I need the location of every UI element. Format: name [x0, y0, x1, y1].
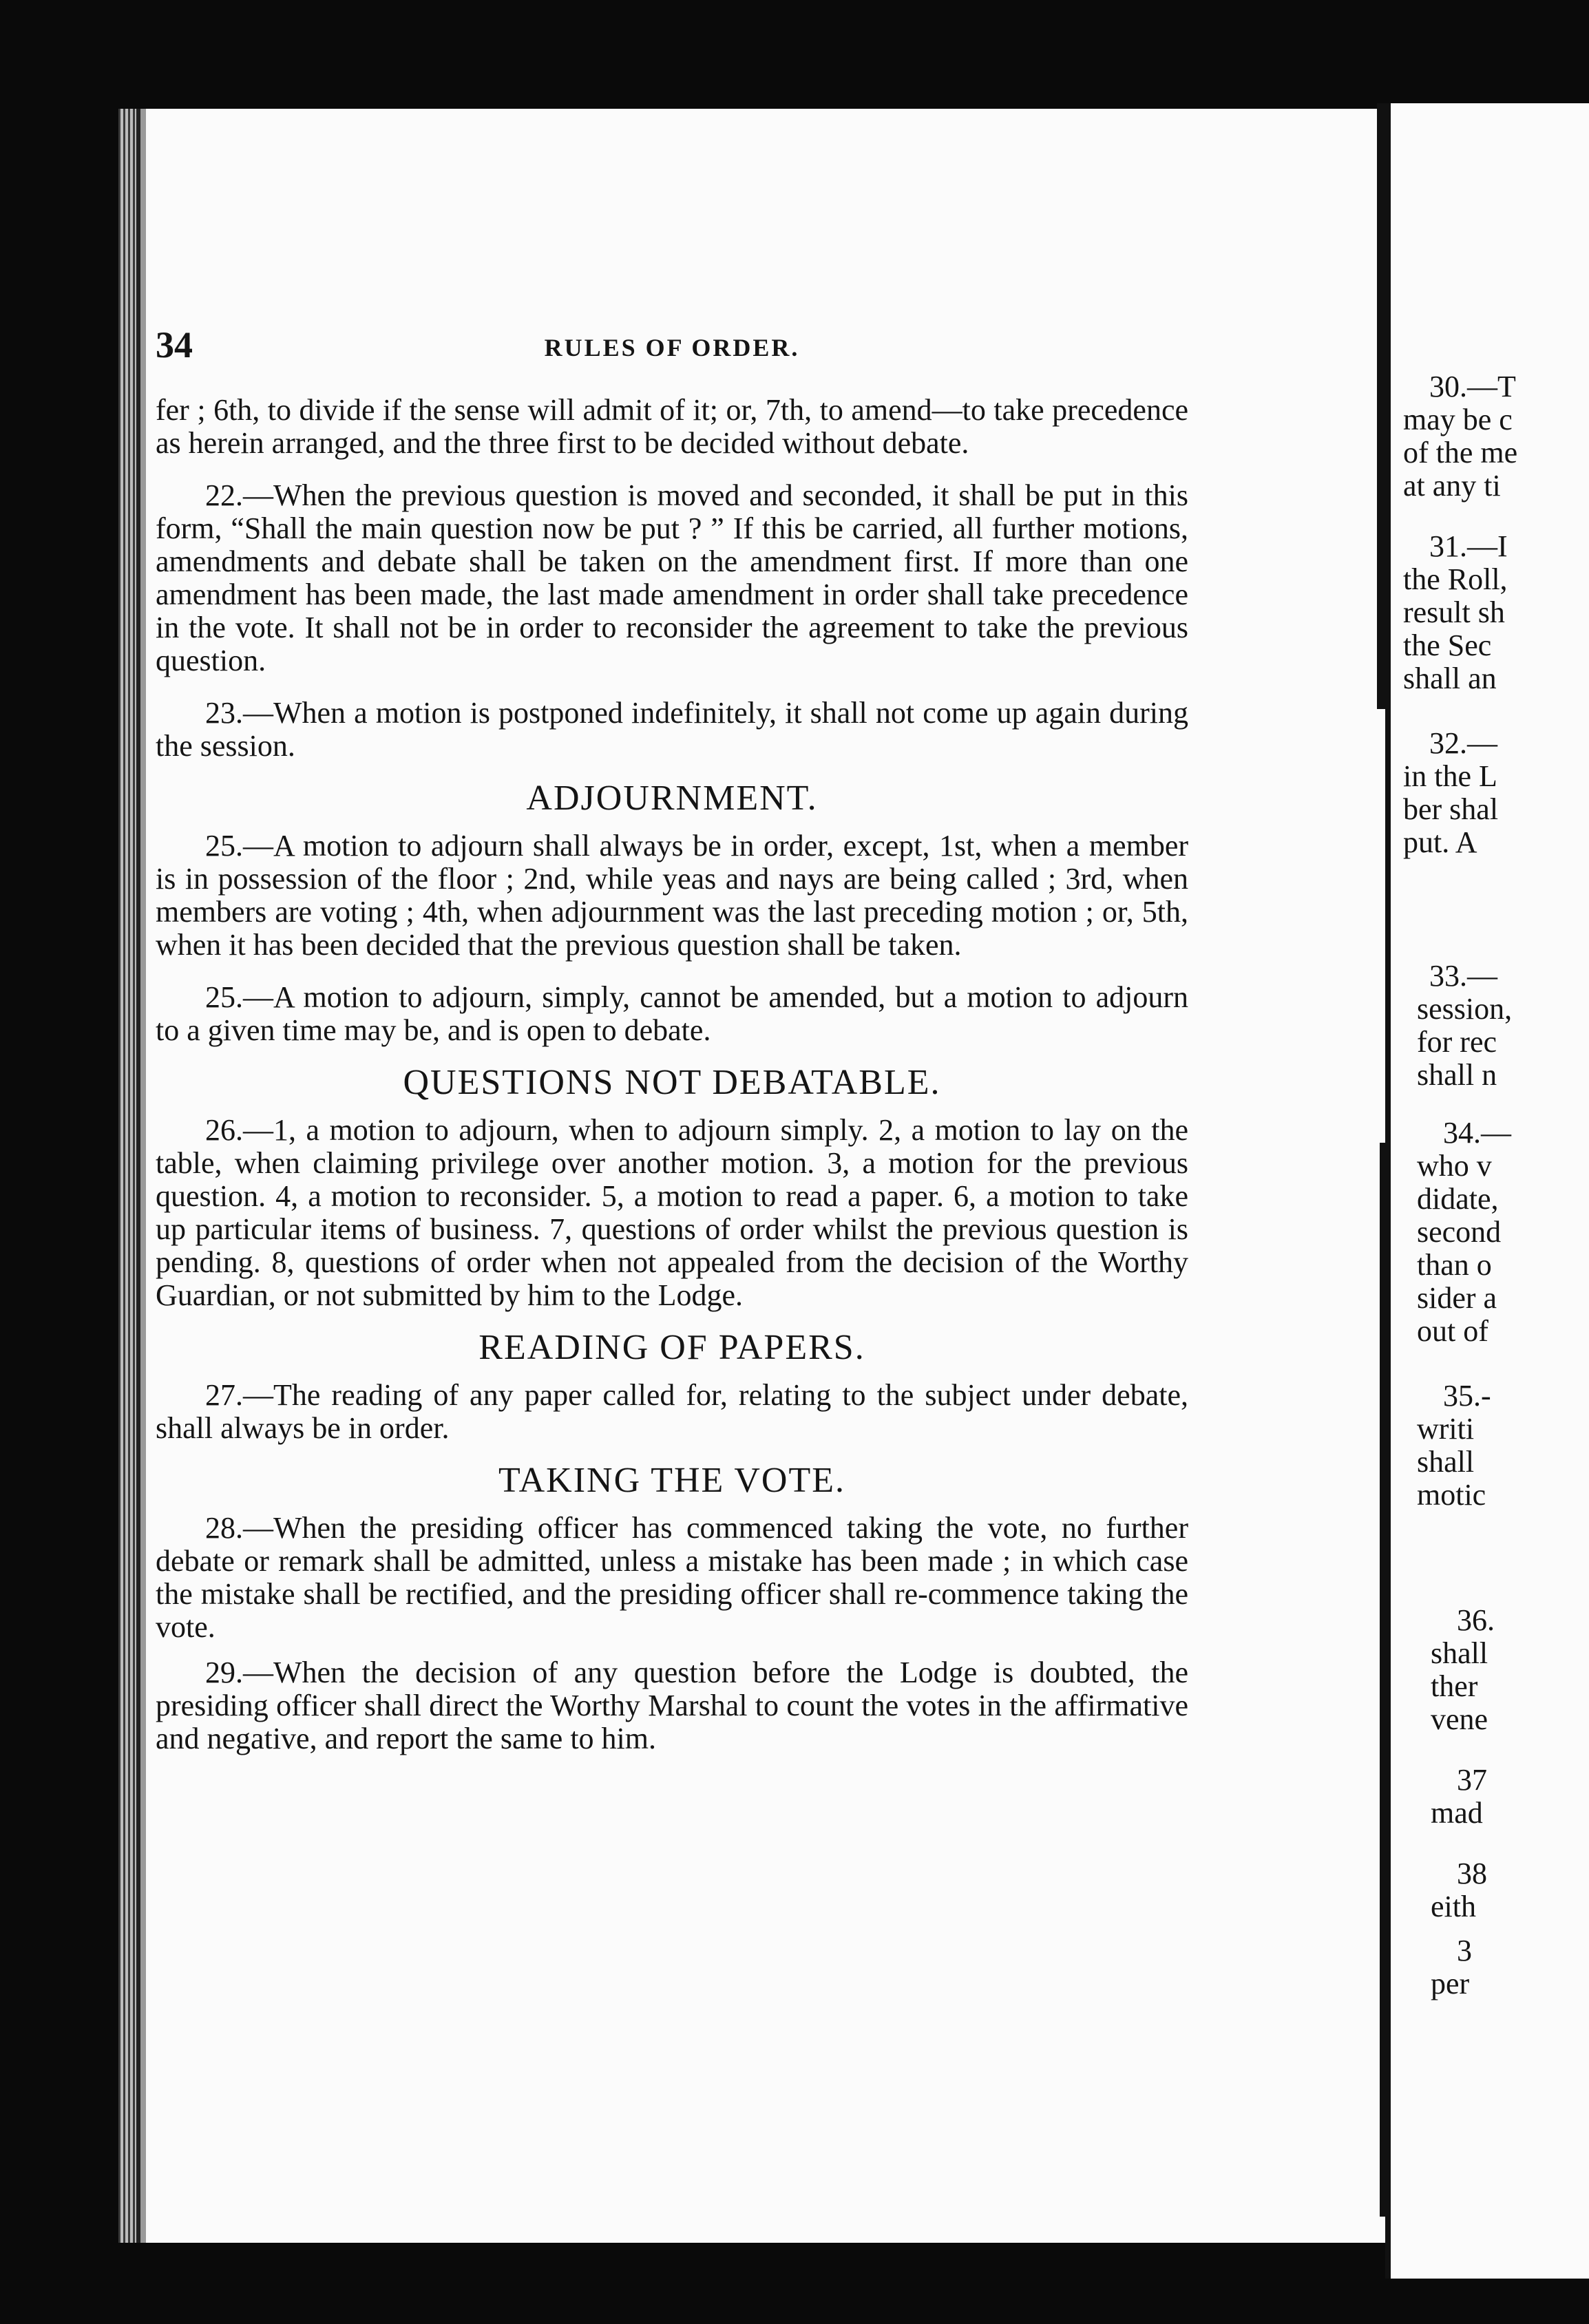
paragraph: fer ; 6th, to divide if the sense will admit of it; or, 7th, to amend—to take precedence as herein arranged, and the three first to be decided without debate. [156, 393, 1188, 460]
right-fragment: per [1431, 1967, 1470, 2000]
right-fragment: 36. [1457, 1603, 1495, 1637]
right-fragment: put. A [1403, 825, 1477, 859]
section-heading: TAKING THE VOTE. [498, 1461, 845, 1500]
right-fragment: eith [1431, 1890, 1476, 1923]
right-fragment: shall [1417, 1445, 1475, 1479]
paragraph: 26.—1, a motion to adjourn, when to adjourn simply. 2, a motion to lay on the table, when claiming privilege over another motion. 3, a motion for the previous question. 4, a motion to reconsider. 5, a motion to read a paper. 6, a motion to take up particular items of business. 7, questions of order whilst the previous question is pending. 8, questions of order when not appealed from the decision of the Worthy Guardian, or not submitted by him to the Lodge. [156, 1113, 1188, 1312]
right-fragment: 32.— [1429, 726, 1497, 760]
right-fragment: in the L [1403, 759, 1497, 793]
paragraph: 25.—A motion to adjourn, simply, cannot be amended, but a motion to adjourn to a given time may be, and is open to debate. [156, 980, 1188, 1047]
right-fragment: vene [1431, 1702, 1488, 1736]
right-fragment: result sh [1403, 595, 1505, 629]
right-fragment: out of [1417, 1314, 1488, 1348]
paragraph: 27.—The reading of any paper called for, relating to the subject under debate, shall always be in order. [156, 1378, 1188, 1445]
right-fragment: 33.— [1429, 959, 1497, 993]
right-fragment: 30.—T [1429, 370, 1516, 403]
right-page-text [1396, 0, 1589, 2324]
right-fragment: 38 [1457, 1857, 1487, 1890]
right-fragment: 37 [1457, 1763, 1487, 1797]
section-heading: ADJOURNMENT. [526, 779, 818, 818]
running-head [156, 207, 1188, 366]
right-fragment: 35.- [1443, 1379, 1491, 1413]
right-fragment: session, [1417, 992, 1513, 1026]
right-fragment: writi [1417, 1412, 1475, 1446]
paragraph: 22.—When the previous question is moved and seconded, it shall be put in this form, “Shall the main question now be put ? ” If this be carried, all further motions, amendments and debate shall be taken on the amendment first. If more than one amendment has been made, the last made amendment in order shall take precedence in the vote. It shall not be in order to reconsider the agreement to take the previous question. [156, 478, 1188, 677]
spine-shadow [1377, 103, 1387, 709]
paragraph: 25.—A motion to adjourn shall always be in order, except, 1st, when a member is in possession of the floor ; 2nd, while yeas and nays are being called ; 3rd, when members are voting ; 4th, when adjournment was the last preceding motion ; or, 5th, when it has been decided that the previous question shall be taken. [156, 829, 1188, 962]
right-fragment: the Roll, [1403, 562, 1508, 596]
section-heading: QUESTIONS NOT DEBATABLE. [403, 1063, 941, 1102]
right-fragment: 3 [1457, 1934, 1472, 1967]
right-fragment: the Sec [1403, 628, 1492, 662]
paragraph: 23.—When a motion is postponed indefinitely, it shall not come up again during the session. [156, 696, 1188, 763]
spine-shadow [1380, 1143, 1385, 2217]
paragraph: 29.—When the decision of any question before the Lodge is doubted, the presiding officer shall direct the Worthy Marshal to count the votes in the affirmative and negative, and report the same to him. [156, 1656, 1188, 1755]
right-fragment: who v [1417, 1149, 1492, 1183]
section-heading: READING OF PAPERS. [478, 1328, 865, 1367]
running-title: RULES OF ORDER. [544, 334, 800, 361]
right-fragment: ber shal [1403, 792, 1499, 826]
right-fragment: sider a [1417, 1281, 1497, 1315]
right-fragment: second [1417, 1215, 1502, 1249]
right-fragment: didate, [1417, 1182, 1499, 1216]
right-fragment: of the me [1403, 436, 1518, 469]
right-fragment: may be c [1403, 403, 1513, 436]
right-fragment: 31.—I [1429, 529, 1508, 563]
page-number: 34 [156, 324, 193, 366]
right-fragment: at any ti [1403, 469, 1501, 503]
page-body [156, 394, 1188, 1755]
page-edge-stack [118, 109, 136, 2243]
right-fragment: than o [1417, 1248, 1492, 1282]
right-fragment: 34.— [1443, 1116, 1511, 1150]
right-fragment: ther [1431, 1669, 1478, 1703]
right-fragment: for rec [1417, 1025, 1497, 1059]
right-fragment: motic [1417, 1478, 1486, 1512]
right-fragment: shall n [1417, 1058, 1497, 1092]
right-fragment: shall [1431, 1636, 1488, 1670]
right-fragment: mad [1431, 1796, 1483, 1830]
right-fragment: shall an [1403, 662, 1497, 695]
paragraph: 28.—When the presiding officer has commenced taking the vote, no further debate or remark shall be admitted, unless a mistake has been made ; in which case the mistake shall be rectified, and the presiding officer shall re-commence taking the vote. [156, 1511, 1188, 1644]
